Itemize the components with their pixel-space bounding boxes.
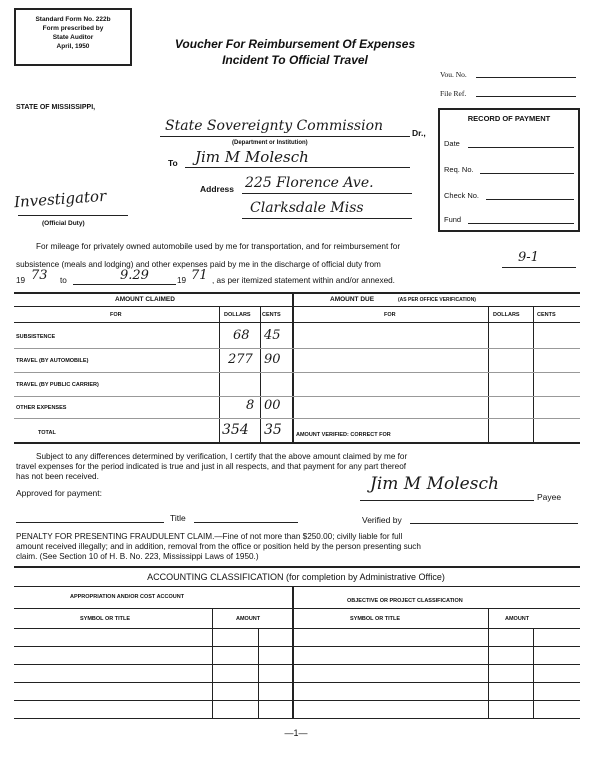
claim-table-header-bottom (14, 322, 580, 323)
claim-row-dollars[interactable]: 277 (228, 352, 253, 367)
acct-col-amount-right: AMOUNT (505, 616, 530, 622)
to-date-line (73, 284, 176, 285)
statement-line2: subsistence (meals and lodging) and other expenses paid by me in the discharge of official duty from (16, 260, 381, 269)
year-prefix-1: 19 (16, 276, 26, 285)
page-number: —1— (284, 728, 308, 738)
file-ref-label: File Ref. (440, 89, 467, 98)
claim-row-cents[interactable]: 00 (264, 398, 281, 413)
acct-col-symbol-right: SYMBOL OR TITLE (350, 616, 401, 622)
state-label: STATE OF MISSISSIPPI, (16, 104, 96, 111)
acct-row-line[interactable] (14, 646, 580, 647)
address-line1[interactable]: 225 Florence Ave. (245, 175, 374, 191)
payee-name[interactable]: Jim M Molesch (195, 148, 309, 166)
objective-header: OBJECTIVE OR PROJECT CLASSIFICATION (347, 598, 463, 604)
payee-name-line (185, 167, 410, 168)
cert-line3: has not been received. (16, 472, 99, 481)
verified-by-label: Verified by (362, 515, 402, 525)
title-line-left (16, 522, 164, 523)
claim-divider-center (292, 292, 294, 442)
acct-divider-right-cents (533, 628, 534, 718)
acct-col-amount-left: AMOUNT (236, 616, 261, 622)
amount-due-note: (AS PER OFFICE VERIFICATION) (398, 297, 476, 303)
cert-line1: Subject to any differences determined by verification, I certify that the above amount claimed by me for (36, 452, 408, 461)
address-line1-rule (242, 193, 412, 194)
rop-fund-label: Fund (444, 215, 462, 224)
due-col-cents: CENTS (537, 312, 556, 318)
amount-due-header: AMOUNT DUE (330, 296, 375, 303)
rop-req-label: Req. No. (444, 165, 474, 174)
form-title-line2: Incident To Official Travel (222, 53, 368, 67)
claim-row-dollars[interactable]: 8 (246, 398, 255, 413)
form-number-box (14, 8, 132, 66)
acct-divider-right-amount (488, 608, 489, 718)
to-date[interactable]: 9.29 (120, 268, 149, 283)
year-start[interactable]: 73 (31, 268, 48, 283)
claim-row-line (14, 372, 580, 373)
verified-by-line[interactable] (410, 523, 578, 524)
form-number-line: Standard Form No. 222b (35, 16, 111, 23)
statement-line3-tail: , as per itemized statement within and/or annexed. (212, 276, 395, 285)
year-end[interactable]: 71 (191, 268, 208, 283)
rop-check-label: Check No. (444, 191, 480, 200)
accounting-top (14, 566, 580, 568)
form-title-line1: Voucher For Reimbursement Of Expenses (174, 37, 416, 51)
to-word: to (60, 276, 67, 285)
dr-label: Dr., (412, 128, 426, 138)
from-date[interactable]: 9-1 (518, 250, 539, 265)
acct-row-line[interactable] (14, 718, 580, 719)
payee-signature[interactable]: Jim M Molesch (370, 474, 499, 494)
claim-col-for: FOR (110, 312, 122, 318)
department-caption: (Department or Institution) (232, 140, 308, 146)
due-divider-dollars (488, 306, 489, 442)
claim-row-label: TRAVEL (BY AUTOMOBILE) (16, 358, 89, 364)
claim-row-cents[interactable]: 90 (264, 352, 281, 367)
from-date-line (502, 267, 576, 268)
amount-claimed-header: AMOUNT CLAIMED (115, 296, 175, 303)
claim-row-label: TRAVEL (BY PUBLIC CARRIER) (16, 382, 99, 388)
acct-row-line[interactable] (14, 700, 580, 701)
accounting-title: ACCOUNTING CLASSIFICATION (for completion by Administrative Office) (147, 572, 445, 582)
address-line2-rule (242, 218, 412, 219)
to-label: To (168, 158, 178, 168)
official-duty-caption: (Official Duty) (42, 220, 85, 227)
acct-divider-left-amount (212, 608, 213, 718)
claim-row-cents[interactable]: 45 (264, 328, 281, 343)
acct-divider-left-cents (258, 628, 259, 718)
claim-divider-dollars (219, 306, 220, 442)
payee-signature-line (360, 500, 534, 501)
acct-col-symbol-left: SYMBOL OR TITLE (80, 616, 131, 622)
approved-label: Approved for payment: (16, 488, 102, 498)
amount-verified-label: AMOUNT VERIFIED: CORRECT FOR (296, 432, 391, 438)
penalty-line2: amount received illegally; and in addition, removal from the office or position held by the person presenting such (16, 542, 421, 551)
claim-table-subheader-line (14, 306, 580, 307)
file-ref-field[interactable] (476, 96, 576, 97)
claim-row-dollars[interactable]: 68 (233, 328, 250, 343)
department-value[interactable]: State Sovereignty Commission (165, 118, 384, 134)
rop-date-label: Date (444, 139, 460, 148)
form-number-line: April, 1950 (56, 43, 90, 50)
form-number-line: Form prescribed by (42, 25, 104, 32)
form-title (145, 36, 445, 68)
due-col-for: FOR (384, 312, 396, 318)
address-line2[interactable]: Clarksdale Miss (250, 200, 364, 216)
title-line-right (194, 522, 298, 523)
rop-req-field[interactable] (480, 173, 574, 174)
rop-date-field[interactable] (468, 147, 574, 148)
acct-row-line[interactable] (14, 682, 580, 683)
appropriation-header: APPROPRIATION AND/OR COST ACCOUNT (70, 594, 185, 600)
penalty-line1: PENALTY FOR PRESENTING FRAUDULENT CLAIM.—Fine of not more than $250.00; civilly liable for full (16, 532, 403, 541)
claim-col-dollars: DOLLARS (224, 312, 251, 318)
title-label: Title (170, 513, 186, 523)
statement-line1: For mileage for privately owned automobile used by me for transportation, and for reimbursement for (36, 242, 401, 251)
payee-label: Payee (537, 492, 562, 502)
claim-row-label: OTHER EXPENSES (16, 405, 67, 411)
acct-divider-center (292, 586, 294, 718)
claim-divider-cents (260, 306, 261, 442)
claim-total-cents[interactable]: 35 (264, 422, 282, 438)
record-of-payment-title: RECORD OF PAYMENT (467, 114, 551, 123)
claim-row-label: SUBSISTENCE (16, 334, 56, 340)
claim-row-line (14, 348, 580, 349)
penalty-line3: claim. (See Section 10 of H. B. No. 223, Mississippi Laws of 1950.) (16, 552, 259, 561)
form-number-line: State Auditor (52, 34, 94, 41)
claim-table-top (14, 292, 580, 294)
claim-total-dollars[interactable]: 354 (222, 422, 249, 438)
claim-row-line (14, 396, 580, 397)
rop-fund-field[interactable] (468, 223, 574, 224)
due-col-dollars: DOLLARS (493, 312, 520, 318)
claim-table-bottom (14, 442, 580, 444)
accounting-header-bottom (14, 608, 580, 609)
claim-row-line (14, 418, 580, 419)
claim-row-label: TOTAL (38, 430, 56, 436)
official-duty-line (18, 215, 128, 216)
vou-no-label: Vou. No. (440, 70, 467, 79)
official-duty-value[interactable]: Investigator (13, 186, 107, 212)
address-label: Address (200, 184, 235, 194)
acct-row-line[interactable] (14, 664, 580, 665)
department-line (160, 136, 410, 137)
cert-line2: travel expenses for the period indicated is true and just in all respects, and that payment for any part thereof (16, 462, 407, 471)
acct-row-line[interactable] (14, 628, 580, 629)
rop-check-field[interactable] (486, 199, 574, 200)
accounting-title-bottom (14, 586, 580, 587)
due-divider-cents (533, 306, 534, 442)
vou-no-field[interactable] (476, 77, 576, 78)
claim-col-cents: CENTS (262, 312, 281, 318)
year-prefix-2: 19 (177, 276, 187, 285)
